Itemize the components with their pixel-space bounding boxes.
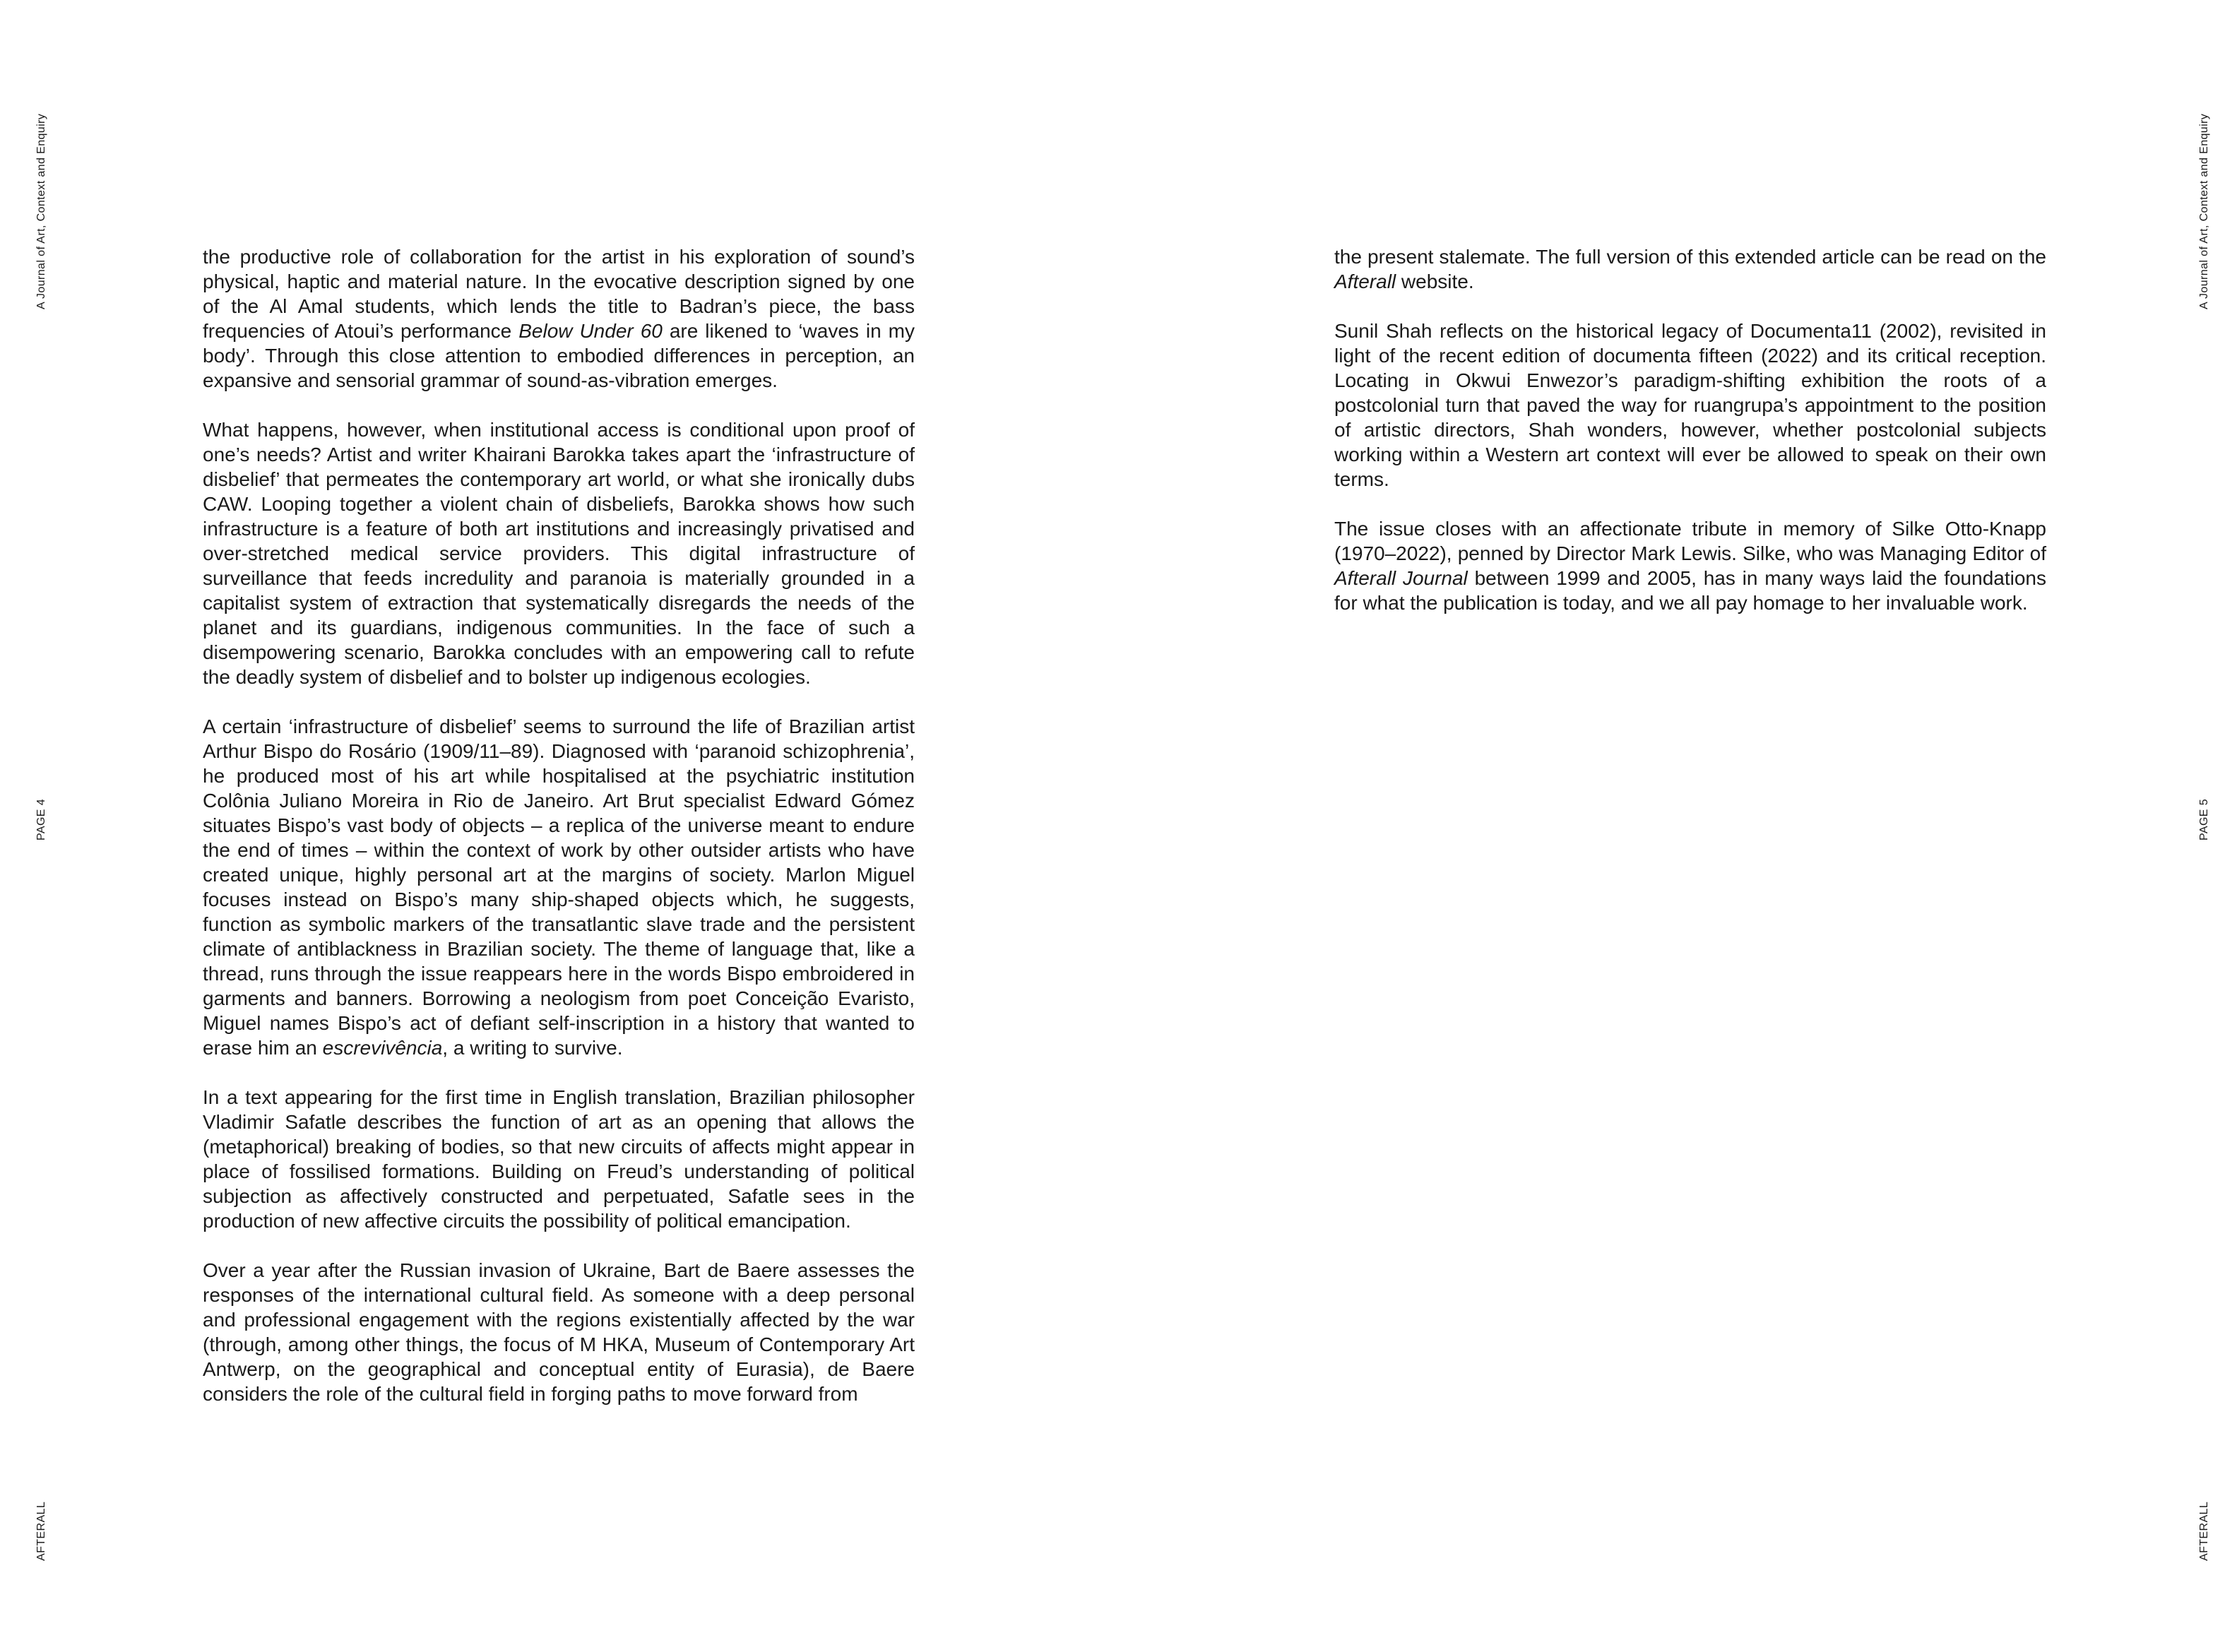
italic-title-text: Afterall <box>1334 271 1396 292</box>
left-text-column <box>203 244 915 1406</box>
paragraph-text: In a text appearing for the first time in English translation, Brazilian philosopher Vladimir Safatle describes the function of art as an opening that allows the (metaphorical) breaking of bodies, so that new circuits of affects might appear in place of fossilised formations. Building on Freud’s understanding of political subjection as affectively constructed and perpetuated, Safatle sees in the production of new affective circuits the possibility of political emancipation. <box>203 1086 915 1232</box>
body-paragraph <box>203 417 915 689</box>
paragraph-text: A certain ‘infrastructure of disbelief’ seems to surround the life of Brazilian artist Arthur Bispo do Rosário (1909/11–89). Diagnosed with ‘paranoid schizophrenia’, he produced most of his art while hospitalised at the psychiatric institution Colônia Juliano Moreira in Rio de Janeiro. Art Brut specialist Edward Gómez situates Bispo’s vast body of objects – a replica of the universe meant to endure the end of times – within the context of work by other outsider artists who have created unique, highly personal art at the margins of society. Marlon Miguel focuses instead on Bispo’s many ship-shaped objects which, he suggests, function as symbolic markers of the transatlantic slave trade and the persistent climate of antiblackness in Brazilian society. The theme of language that, like a thread, runs through the issue reappears here in the words Bispo embroidered in garments and banners. Borrowing a neologism from poet Conceição Evaristo, Miguel names Bispo’s act of defiant self-inscription in a history that wanted to erase him an <box>203 715 915 1059</box>
italic-title-text: Afterall Journal <box>1334 567 1468 589</box>
paragraph-text: What happens, however, when institutional access is conditional upon proof of one’s needs? Artist and writer Khairani Barokka takes apart the ‘infrastructure of disbelief’ that permeates the contemporary art world, or what she ironically dubs CAW. Looping together a violent chain of disbeliefs, Barokka shows how such infrastructure is a feature of both art institutions and increasingly privatised and over-stretched medical service providers. This digital infrastructure of surveillance that feeds incredulity and paranoia is materially grounded in a capitalist system of extraction that systematically disregards the needs of the planet and its guardians, indigenous communities. In the face of such a disempowering scenario, Barokka concludes with an empowering call to refute the deadly system of disbelief and to bolster up indigenous ecologies. <box>203 419 915 688</box>
paragraph-text: , a writing to survive. <box>442 1037 623 1059</box>
paragraph-text: the productive role of collaboration for the artist in his exploration of sound’s physical, haptic and material nature. In the evocative description signed by one of the Al Amal students, which lends the title to Badran’s piece, the bass frequencies of Atoui’s performance <box>203 246 915 342</box>
body-paragraph <box>203 1258 915 1406</box>
body-paragraph <box>203 1085 915 1233</box>
body-paragraph <box>1334 244 2046 294</box>
paragraph-text: between 1999 and 2005, has in many ways laid the foundations for what the publication is today, and we all pay homage to her invaluable work. <box>1334 567 2046 614</box>
italic-title-text: Below Under 60 <box>518 320 663 342</box>
brand-label: AFTERALL <box>35 1501 47 1561</box>
body-paragraph <box>1334 319 2046 492</box>
journal-subtitle-label: A Journal of Art, Context and Enquiry <box>2198 113 2210 309</box>
right-page <box>1112 0 2225 1652</box>
brand-label: AFTERALL <box>2198 1501 2210 1561</box>
right-text-column <box>1334 244 2046 615</box>
page-number-label: PAGE 5 <box>2198 798 2210 840</box>
paragraph-text: website. <box>1396 271 1474 292</box>
italic-title-text: escrevivência <box>322 1037 443 1059</box>
body-paragraph <box>203 244 915 393</box>
paragraph-text: Sunil Shah reflects on the historical legacy of Documenta11 (2002), revisited in light of the recent edition of documenta fifteen (2022) and its critical reception. Locating in Okwui Enwezor’s paradigm-shifting exhibition the roots of a postcolonial turn that paved the way for ruangrupa’s appointment to the position of artistic directors, Shah wonders, however, whether postcolonial subjects working within a Western art context will ever be allowed to speak on their own terms. <box>1334 320 2046 490</box>
paragraph-text: the present stalemate. The full version of this extended article can be read on the <box>1334 246 2046 268</box>
left-page <box>0 0 1112 1652</box>
body-paragraph <box>203 714 915 1060</box>
paragraph-text: The issue closes with an affectionate tribute in memory of Silke Otto-Knapp (1970–2022), penned by Director Mark Lewis. Silke, who was Managing Editor of <box>1334 518 2046 564</box>
body-paragraph <box>1334 516 2046 615</box>
journal-subtitle-label: A Journal of Art, Context and Enquiry <box>35 113 47 309</box>
paragraph-text: are likened to ‘waves in my body’. Through this close attention to embodied differences in perception, an expansive and sensorial grammar of sound-as-vibration emerges. <box>203 320 915 391</box>
paragraph-text: Over a year after the Russian invasion of Ukraine, Bart de Baere assesses the responses of the international cultural field. As someone with a deep personal and professional engagement with the regions existentially affected by the war (through, among other things, the focus of M HKA, Museum of Contemporary Art Antwerp, on the geographical and conceptual entity of Eurasia), de Baere considers the role of the cultural field in forging paths to move forward from <box>203 1259 915 1405</box>
page-number-label: PAGE 4 <box>35 798 47 840</box>
